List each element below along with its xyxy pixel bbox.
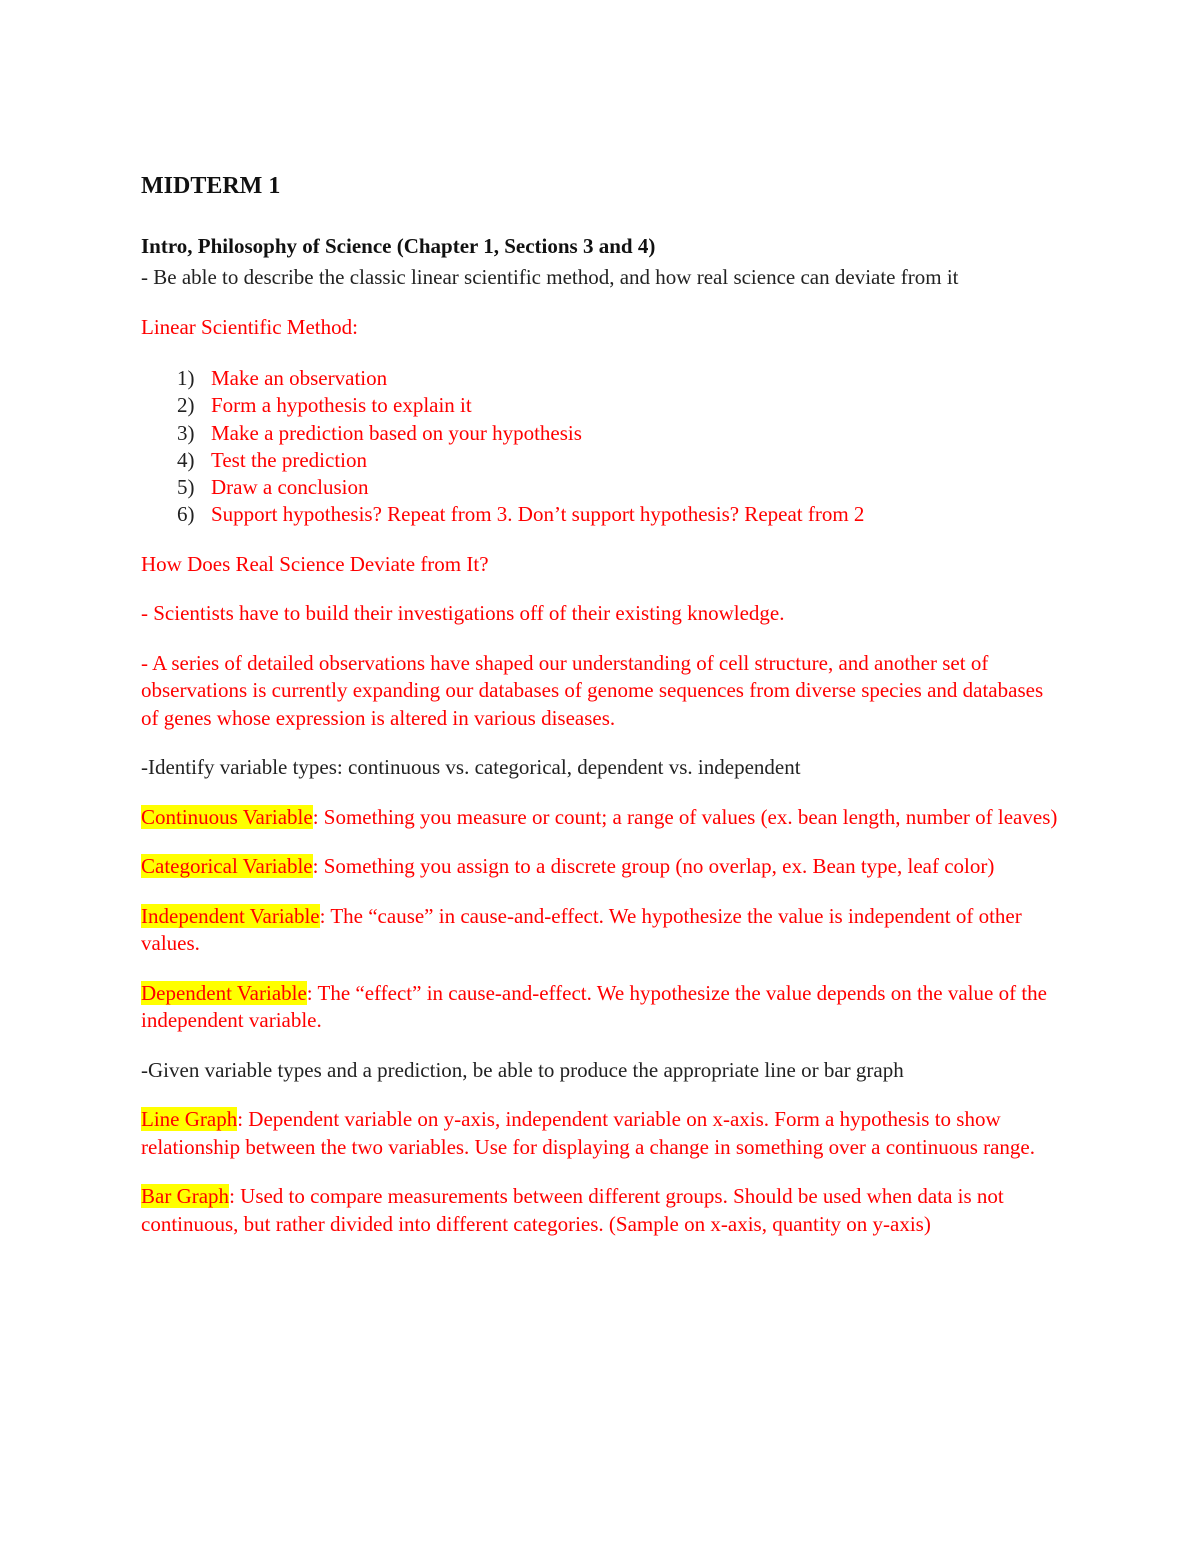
definition-categorical xyxy=(141,853,1061,881)
document-title: MIDTERM 1 xyxy=(141,173,281,199)
step-text: Support hypothesis? Repeat from 3. Don’t support hypothesis? Repeat from 2 xyxy=(211,502,865,527)
list-item xyxy=(141,501,1061,528)
linear-method-label: Linear Scientific Method: xyxy=(141,314,358,339)
step-text: Make a prediction based on your hypothesis xyxy=(211,420,582,445)
highlighted-term: Bar Graph xyxy=(141,1184,230,1209)
step-text: Draw a conclusion xyxy=(211,475,369,500)
deviate-paragraph-2: - A series of detailed observations have shaped our understanding of cell structure, and another set of observations is currently expanding our databases of genome sequences from diverse species and databases of genes whose expression is altered in various diseases. xyxy=(141,650,1044,730)
definition-continuous xyxy=(141,804,1061,832)
definition-bar-graph xyxy=(141,1183,1061,1238)
list-item xyxy=(141,392,1061,419)
definition-independent xyxy=(141,903,1061,958)
method-steps-list xyxy=(141,365,1061,529)
definition-text: : Dependent variable on y-axis, independent variable on x-axis. Form a hypothesis to show relationship between the two variables. Use for displaying a change in something over a continuous range. xyxy=(141,1107,1035,1159)
definition-text: : Something you measure or count; a range of values (ex. bean length, number of leaves) xyxy=(312,804,1058,829)
definition-text: : The “cause” in cause-and-effect. We hypothesize the value is independent of other values. xyxy=(141,903,1022,956)
highlighted-term: Dependent Variable xyxy=(141,980,307,1005)
study-bullet-scientific-method: - Be able to describe the classic linear scientific method, and how real science can deviate from it xyxy=(141,265,959,289)
step-text: Form a hypothesis to explain it xyxy=(211,393,472,418)
step-number: 4) xyxy=(177,447,195,472)
document-page xyxy=(141,170,1061,1260)
list-item xyxy=(141,365,1061,392)
definition-dependent xyxy=(141,980,1061,1035)
section-heading: Intro, Philosophy of Science (Chapter 1, Sections 3 and 4) xyxy=(141,234,656,258)
definition-text: : Used to compare measurements between different groups. Should be used when data is not continuous, but rather divided into different categories. (Sample on x-axis, quantity on y-axis) xyxy=(141,1184,1004,1236)
list-item xyxy=(141,474,1061,501)
step-number: 5) xyxy=(177,475,195,500)
highlighted-term: Continuous Variable xyxy=(141,804,313,829)
study-bullet-graphs: -Given variable types and a prediction, be able to produce the appropriate line or bar graph xyxy=(141,1057,904,1082)
step-number: 6) xyxy=(177,502,195,527)
step-number: 1) xyxy=(177,366,195,390)
list-item xyxy=(141,420,1061,447)
definition-line-graph xyxy=(141,1106,1061,1161)
step-number: 2) xyxy=(177,393,195,418)
step-text: Test the prediction xyxy=(211,447,367,472)
definition-text: : Something you assign to a discrete group (no overlap, ex. Bean type, leaf color) xyxy=(312,854,995,879)
deviate-heading: How Does Real Science Deviate from It? xyxy=(141,551,489,576)
list-item xyxy=(141,447,1061,474)
definition-text: : The “effect” in cause-and-effect. We hypothesize the value depends on the value of the independent variable. xyxy=(141,980,1047,1033)
step-number: 3) xyxy=(177,420,195,445)
deviate-paragraph-1: - Scientists have to build their investigations off of their existing knowledge. xyxy=(141,601,785,626)
step-text: Make an observation xyxy=(211,366,388,390)
study-bullet-variable-types: -Identify variable types: continuous vs. categorical, dependent vs. independent xyxy=(141,755,801,780)
highlighted-term: Line Graph xyxy=(141,1107,238,1132)
highlighted-term: Categorical Variable xyxy=(141,854,313,879)
highlighted-term: Independent Variable xyxy=(141,903,320,928)
